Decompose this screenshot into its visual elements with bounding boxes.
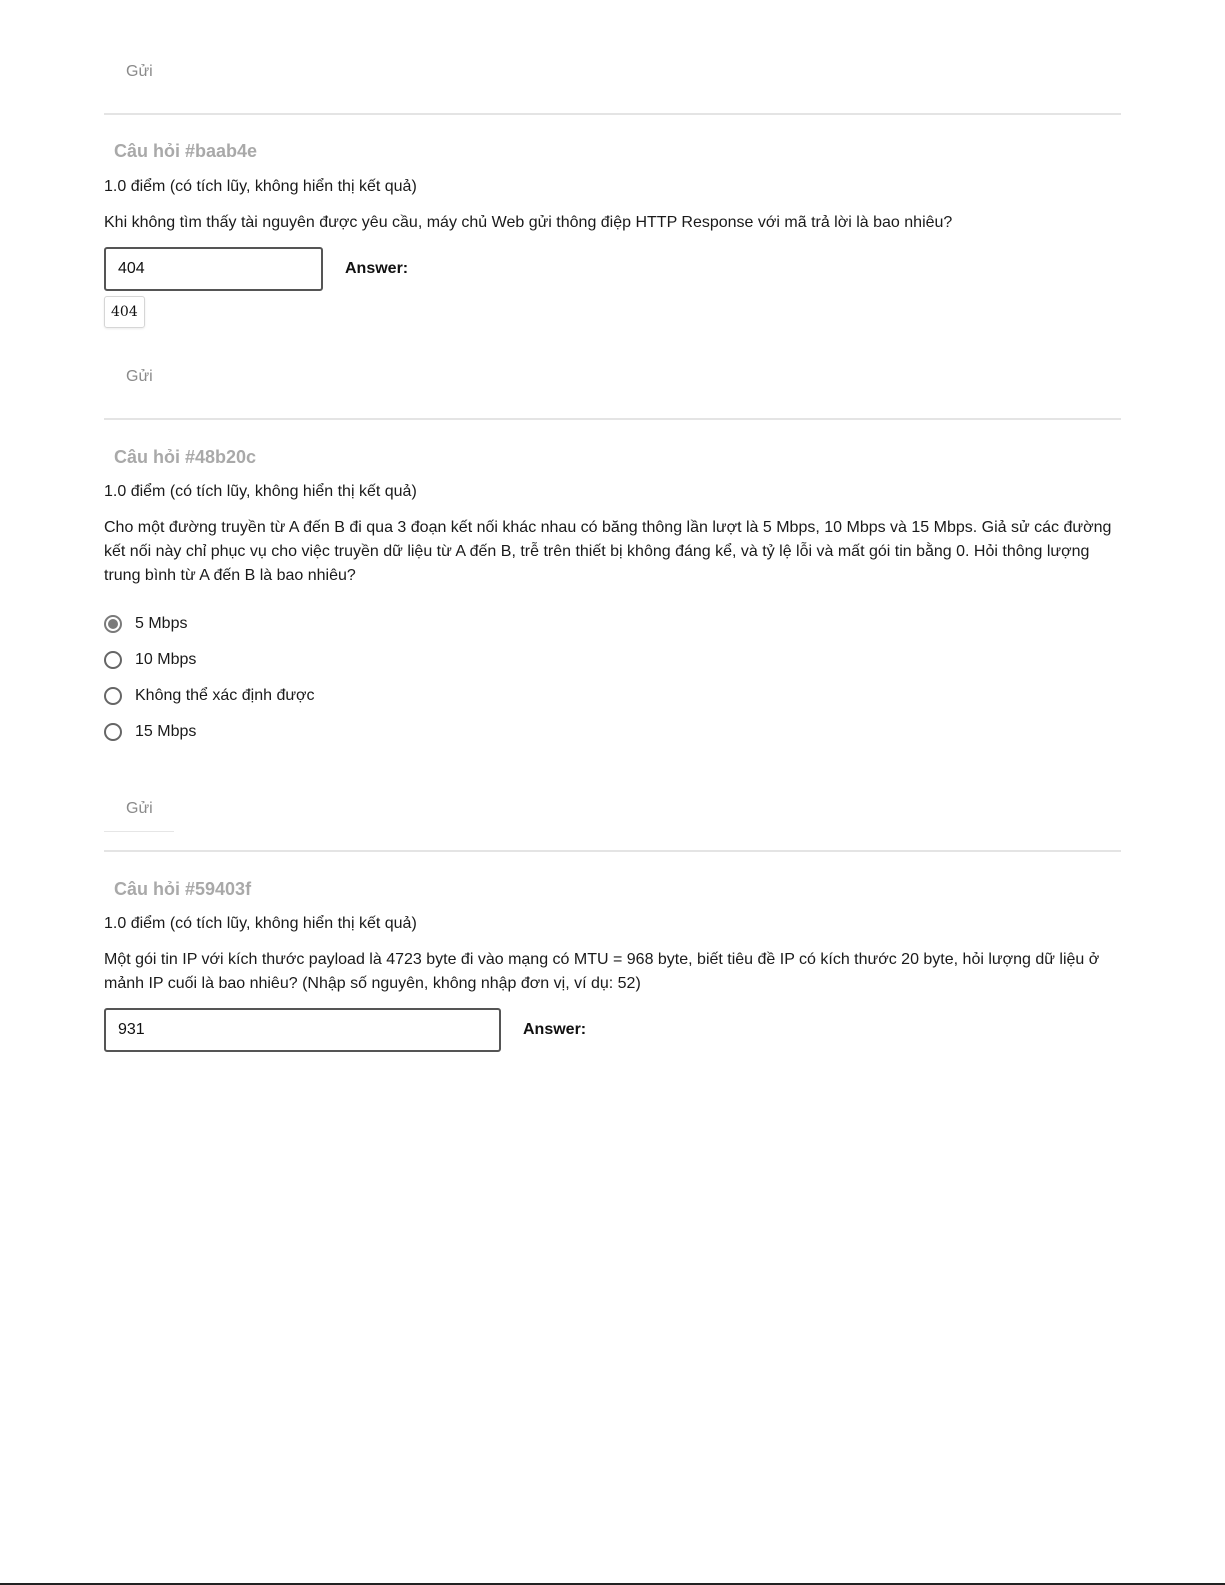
answer-input[interactable] (104, 247, 323, 291)
answer-label: Answer: (345, 260, 409, 277)
question-text: Một gói tin IP với kích thước payload là 4723 byte đi vào mạng có MTU = 968 byte, biết tiêu đề IP có kích thước 20 byte, hỏi lượng dữ liệu ở mảnh IP cuối là bao nhiêu? (Nhập số nguyên, không nhập đơn vị, ví dụ: 52) (104, 951, 1100, 992)
radio-icon[interactable] (104, 651, 122, 669)
answer-preview: 404 (104, 296, 145, 328)
radio-icon[interactable] (104, 687, 122, 705)
answer-input[interactable] (104, 1008, 501, 1052)
radio-selected-icon[interactable] (104, 615, 122, 633)
divider (104, 850, 1121, 852)
question-text: Cho một đường truyền từ A đến B đi qua 3 đoạn kết nối khác nhau có băng thông lần lượt là 5 Mbps, 10 Mbps và 15 Mbps. Giả sử các đường kết nối này chỉ phục vụ cho việc truyền dữ liệu từ A đến B, trễ trên thiết bị không đáng kể, và tỷ lệ lỗi và mất gói tin bằng 0. Hỏi thông lượng trung bình từ A đến B là bao nhiêu? (104, 519, 1112, 584)
submit-button-previous[interactable]: Gửi (104, 60, 175, 84)
question-title: Câu hỏi #59403f (114, 879, 252, 899)
question-points: 1.0 điểm (có tích lũy, không hiển thị kết quả) (104, 915, 417, 932)
option-15-mbps[interactable] (104, 720, 196, 744)
submit-button[interactable]: Gửi (104, 365, 175, 389)
question-points: 1.0 điểm (có tích lũy, không hiển thị kết quả) (104, 178, 417, 195)
question-title: Câu hỏi #baab4e (114, 141, 258, 161)
option-5-mbps[interactable] (104, 612, 187, 636)
question-points: 1.0 điểm (có tích lũy, không hiển thị kết quả) (104, 483, 417, 500)
radio-icon[interactable] (104, 723, 122, 741)
option-label: 15 Mbps (135, 723, 197, 740)
answer-label: Answer: (523, 1021, 587, 1038)
divider (104, 418, 1121, 420)
question-title: Câu hỏi #48b20c (114, 447, 257, 467)
option-label: 10 Mbps (135, 651, 197, 668)
submit-underline (104, 831, 174, 832)
option-10-mbps[interactable] (104, 648, 196, 672)
option-label: Không thể xác định được (135, 687, 315, 704)
divider (104, 113, 1121, 115)
option-undetermined[interactable] (104, 684, 315, 708)
question-text: Khi không tìm thấy tài nguyên được yêu cầu, máy chủ Web gửi thông điệp HTTP Response với mã trả lời là bao nhiêu? (104, 214, 953, 231)
option-label: 5 Mbps (135, 615, 188, 632)
submit-button[interactable]: Gửi (104, 797, 175, 821)
